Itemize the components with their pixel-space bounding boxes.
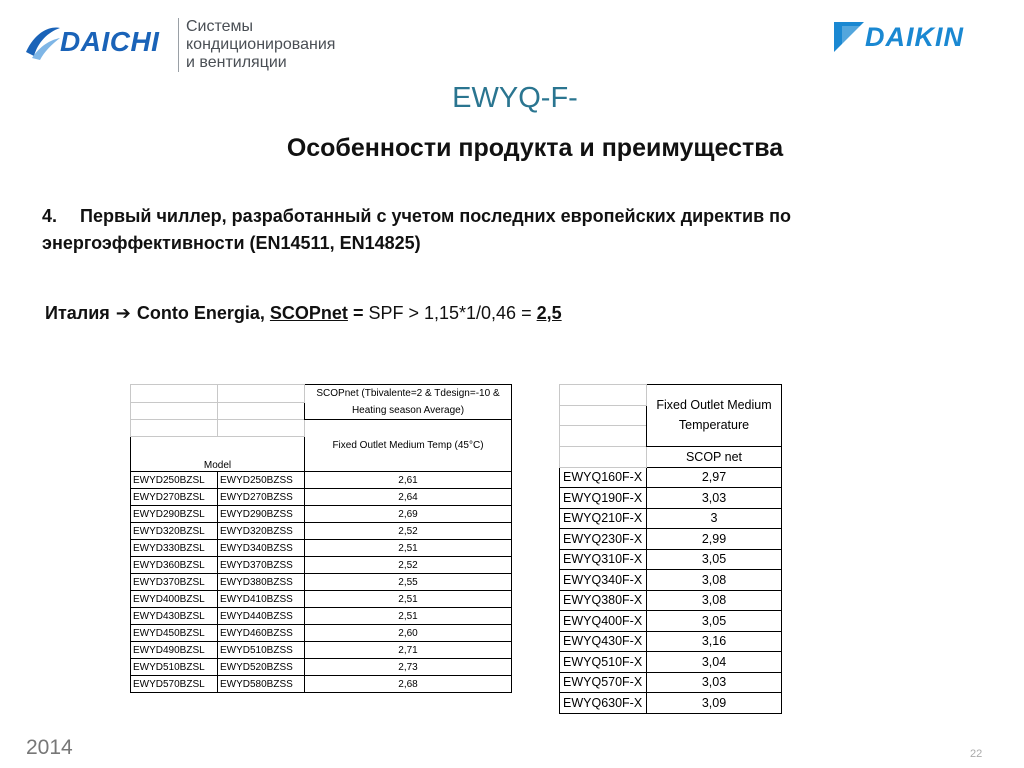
model-ss-cell: EWYD510BZSS — [218, 642, 305, 659]
model-cell: EWYQ310F-X — [560, 549, 647, 570]
table-row — [131, 608, 512, 625]
italy-scop-line — [45, 303, 562, 324]
table-cell-empty — [218, 402, 305, 420]
table-row — [560, 529, 782, 550]
scop-value-cell: 2,52 — [305, 523, 512, 540]
model-cell: EWYQ430F-X — [560, 631, 647, 652]
model-sl-cell: EWYD370BZSL — [131, 574, 218, 591]
model-cell: EWYQ400F-X — [560, 611, 647, 632]
model-ss-cell: EWYD580BZSS — [218, 676, 305, 693]
daichi-logo-text: DAICHI — [60, 26, 160, 57]
scop-value-cell: 3,08 — [647, 590, 782, 611]
model-cell: EWYQ380F-X — [560, 590, 647, 611]
scop-net-header: SCOP net — [647, 446, 782, 467]
model-sl-cell: EWYD270BZSL — [131, 489, 218, 506]
table-row — [131, 642, 512, 659]
model-cell: EWYQ570F-X — [560, 672, 647, 693]
scop-value-cell: 3,05 — [647, 549, 782, 570]
scopnet-header: SCOPnet (Tbivalente=2 & Tdesign=-10 & Heating season Average) — [305, 385, 512, 420]
model-ss-cell: EWYD520BZSS — [218, 659, 305, 676]
daichi-tagline: Системы кондиционирования и вентиляции — [186, 18, 336, 71]
scop-value-cell: 3,09 — [647, 693, 782, 714]
scop-value-cell: 3,08 — [647, 570, 782, 591]
formula-text: SPF > 1,15*1/0,46 = — [368, 303, 532, 323]
model-cell: EWYQ190F-X — [560, 488, 647, 509]
table-row — [131, 659, 512, 676]
point-number: 4. — [42, 206, 58, 226]
scop-value-cell: 3,03 — [647, 672, 782, 693]
scop-value-cell: 3,05 — [647, 611, 782, 632]
table-row — [131, 489, 512, 506]
daichi-swoosh-icon — [22, 22, 62, 62]
scop-value-cell: 2,52 — [305, 557, 512, 574]
ewyq-scop-table — [559, 384, 782, 714]
model-ss-cell: EWYD440BZSS — [218, 608, 305, 625]
table-cell-empty — [218, 420, 305, 437]
scop-value-cell: 2,68 — [305, 676, 512, 693]
model-ss-cell: EWYD460BZSS — [218, 625, 305, 642]
scop-value-cell: 2,71 — [305, 642, 512, 659]
model-cell: EWYQ210F-X — [560, 508, 647, 529]
table-row — [560, 467, 782, 488]
model-header: Model — [131, 437, 305, 472]
model-cell: EWYQ630F-X — [560, 693, 647, 714]
scop-value-cell: 3,04 — [647, 652, 782, 673]
table-cell-empty — [560, 446, 647, 467]
table-row — [131, 540, 512, 557]
model-ss-cell: EWYD270BZSS — [218, 489, 305, 506]
scop-value-cell: 2,55 — [305, 574, 512, 591]
page-title: EWYQ-F- — [452, 82, 578, 114]
model-sl-cell: EWYD570BZSL — [131, 676, 218, 693]
table-cell-empty — [131, 420, 218, 437]
model-cell: EWYQ230F-X — [560, 529, 647, 550]
table-row — [131, 591, 512, 608]
scop-value-cell: 2,51 — [305, 540, 512, 557]
footer-year: 2014 — [26, 736, 73, 759]
table-row — [560, 549, 782, 570]
scop-value-cell: 2,73 — [305, 659, 512, 676]
model-sl-cell: EWYD430BZSL — [131, 608, 218, 625]
scop-value-cell: 2,69 — [305, 506, 512, 523]
scop-value-cell: 3,16 — [647, 631, 782, 652]
scop-value-cell: 2,60 — [305, 625, 512, 642]
table-row — [560, 508, 782, 529]
logo-divider — [178, 18, 179, 72]
ewyd-scop-table — [130, 384, 512, 693]
feature-point — [42, 203, 902, 257]
model-sl-cell: EWYD290BZSL — [131, 506, 218, 523]
model-ss-cell: EWYD250BZSS — [218, 472, 305, 489]
model-sl-cell: EWYD360BZSL — [131, 557, 218, 574]
table-row — [131, 676, 512, 693]
table-row — [560, 652, 782, 673]
table-cell-empty — [218, 385, 305, 403]
scopnet-label: SCOPnet — [269, 303, 348, 323]
scop-value-cell: 2,51 — [305, 591, 512, 608]
model-sl-cell: EWYD250BZSL — [131, 472, 218, 489]
equals-sign: = — [352, 303, 364, 323]
model-cell: EWYQ510F-X — [560, 652, 647, 673]
table-cell-empty — [560, 426, 647, 447]
scop-value-cell: 2,99 — [647, 529, 782, 550]
daikin-logo-text: DAIKIN — [865, 22, 964, 52]
table-row — [131, 574, 512, 591]
table-row — [560, 590, 782, 611]
program-label: Conto Energia, — [136, 303, 265, 323]
table-row — [560, 570, 782, 591]
model-ss-cell: EWYD290BZSS — [218, 506, 305, 523]
model-sl-cell: EWYD400BZSL — [131, 591, 218, 608]
table-cell-empty — [131, 385, 218, 403]
fixed-outlet-temp-header: Fixed Outlet Medium Temp (45°C) — [305, 420, 512, 472]
model-sl-cell: EWYD330BZSL — [131, 540, 218, 557]
table-row — [560, 631, 782, 652]
model-cell: EWYQ160F-X — [560, 467, 647, 488]
arrow-right-icon: ➔ — [115, 303, 131, 323]
table-row — [131, 523, 512, 540]
model-sl-cell: EWYD490BZSL — [131, 642, 218, 659]
page-number: 22 — [970, 748, 983, 760]
table-row — [131, 625, 512, 642]
fixed-outlet-temp-header: Fixed Outlet Medium Temperature — [647, 385, 782, 447]
table-row — [131, 557, 512, 574]
scop-value-cell: 2,64 — [305, 489, 512, 506]
scop-value-cell: 3,03 — [647, 488, 782, 509]
model-sl-cell: EWYD450BZSL — [131, 625, 218, 642]
italy-label: Италия — [45, 303, 110, 323]
model-ss-cell: EWYD410BZSS — [218, 591, 305, 608]
table-cell-empty — [560, 385, 647, 406]
scop-value-cell: 2,51 — [305, 608, 512, 625]
table-row — [131, 506, 512, 523]
table-cell-empty — [560, 405, 647, 426]
point-text: Первый чиллер, разработанный с учетом последних европейских директив по энергоэффективности (EN14511, EN14825) — [42, 206, 792, 253]
table-row — [131, 472, 512, 489]
table-row — [560, 488, 782, 509]
table-cell-empty — [131, 402, 218, 420]
scop-value-cell: 3 — [647, 508, 782, 529]
model-ss-cell: EWYD380BZSS — [218, 574, 305, 591]
model-cell: EWYQ340F-X — [560, 570, 647, 591]
model-sl-cell: EWYD320BZSL — [131, 523, 218, 540]
model-ss-cell: EWYD340BZSS — [218, 540, 305, 557]
scop-value-cell: 2,61 — [305, 472, 512, 489]
model-sl-cell: EWYD510BZSL — [131, 659, 218, 676]
scop-result: 2,5 — [536, 303, 562, 323]
table-row — [560, 693, 782, 714]
model-ss-cell: EWYD320BZSS — [218, 523, 305, 540]
model-ss-cell: EWYD370BZSS — [218, 557, 305, 574]
table-row — [560, 611, 782, 632]
scop-value-cell: 2,97 — [647, 467, 782, 488]
page-subtitle: Особенности продукта и преимущества — [286, 134, 784, 162]
table-row — [560, 672, 782, 693]
